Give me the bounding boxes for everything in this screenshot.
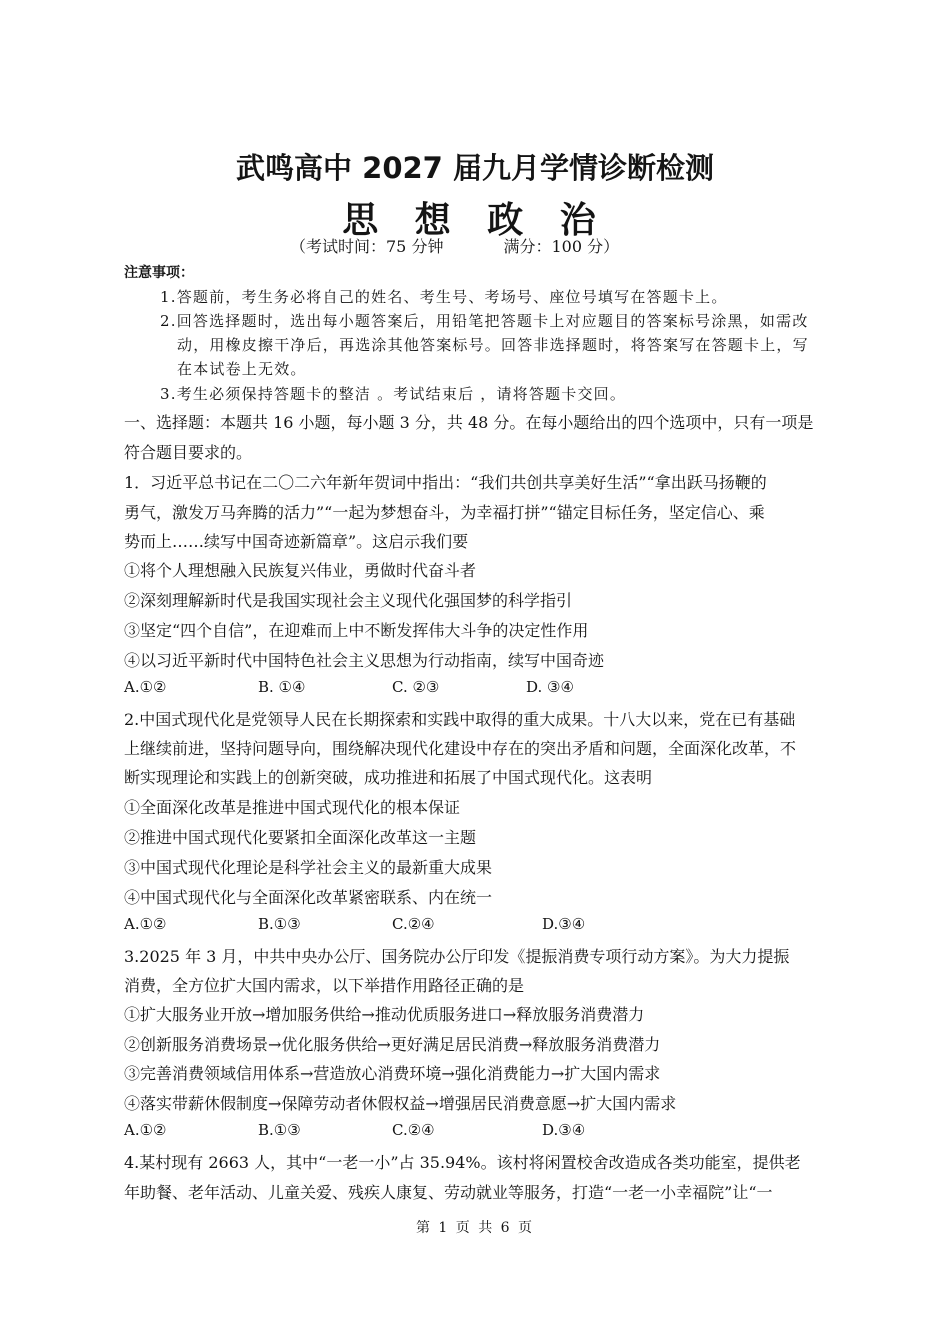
q3-option-b[interactable]: B.①③ xyxy=(258,1121,301,1139)
notice-item-2-cont2: 在本试卷上无效。 xyxy=(177,360,307,378)
q3-item-3: ③完善消费领域信用体系→营造放心消费环境→强化消费能力→扩大国内需求 xyxy=(124,1064,661,1083)
q1-item-1: ①将个人理想融入民族复兴伟业，勇做时代奋斗者 xyxy=(124,561,477,580)
q1-option-b[interactable]: B. ①④ xyxy=(258,678,306,696)
q2-item-1: ①全面深化改革是推进中国式现代化的根本保证 xyxy=(124,798,461,817)
q1-item-2: ②深刻理解新时代是我国实现社会主义现代化强国梦的科学指引 xyxy=(124,591,573,610)
q2-option-b[interactable]: B.①③ xyxy=(258,915,301,933)
section-instruction: 一、选择题：本题共 16 小题，每小题 3 分，共 48 分。在每小题给出的四个选项中，只有一项是 xyxy=(124,413,814,432)
notice-item-2: 2.回答选择题时，选出每小题答案后，用铅笔把答题卡上对应题目的答案标号涂黑，如需改 xyxy=(160,312,809,330)
exam-info xyxy=(290,234,619,257)
q2-option-a[interactable]: A.①② xyxy=(124,915,167,933)
q4-stem-2: 年助餐、老年活动、儿童关爱、残疾人康复、劳动就业等服务，打造“一老一小幸福院”让“一 xyxy=(124,1183,773,1202)
q2-item-3: ③中国式现代化理论是科学社会主义的最新重大成果 xyxy=(124,858,493,877)
exam-title: 武鸣高中 2027 届九月学情诊断检测 xyxy=(236,151,714,185)
q2-item-2: ②推进中国式现代化要紧扣全面深化改革这一主题 xyxy=(124,828,477,847)
notice-item-2-cont: 动，用橡皮擦干净后，再选涂其他答案标号。回答非选择题时，将答案写在答题卡上，写 xyxy=(177,336,809,354)
q1-stem-2: 勇气，激发万马奔腾的活力”“一起为梦想奋斗，为幸福打拼”“锚定目标任务，坚定信心、乘 xyxy=(124,503,765,522)
q1-option-a[interactable]: A.①② xyxy=(124,678,167,696)
q3-option-c[interactable]: C.②④ xyxy=(392,1121,435,1139)
q1-item-3: ③坚定“四个自信”，在迎难而上中不断发挥伟大斗争的决定性作用 xyxy=(124,621,589,640)
section-instruction-cont: 符合题目要求的。 xyxy=(124,443,253,462)
q4-stem-1: 4.某村现有 2663 人，其中“一老一小”占 35.94%。该村将闲置校舍改造成各类功能室，提供老 xyxy=(124,1153,801,1172)
q3-option-d[interactable]: D.③④ xyxy=(542,1121,586,1139)
q2-item-4: ④中国式现代化与全面深化改革紧密联系、内在统一 xyxy=(124,888,493,907)
exam-score: 满分：100 分） xyxy=(503,237,620,256)
page-footer: 第 1 页 共 6 页 xyxy=(415,1220,535,1236)
q1-stem-3: 势而上……续写中国奇迹新篇章”。这启示我们要 xyxy=(124,532,469,551)
exam-time: （考试时间：75 分钟 xyxy=(290,237,444,256)
subject-title: 思 想 政 治 xyxy=(342,200,608,241)
q1-option-c[interactable]: C. ②③ xyxy=(392,678,440,696)
q3-item-4: ④落实带薪休假制度→保障劳动者休假权益→增强居民消费意愿→扩大国内需求 xyxy=(124,1094,677,1113)
q2-option-c[interactable]: C.②④ xyxy=(392,915,435,933)
q1-stem-1: 1．习近平总书记在二〇二六年新年贺词中指出：“我们共创共享美好生活”“拿出跃马扬鞭的 xyxy=(124,473,767,492)
q3-stem-2: 消费，全方位扩大国内需求，以下举措作用路径正确的是 xyxy=(124,976,525,995)
q3-option-a[interactable]: A.①② xyxy=(124,1121,167,1139)
q2-stem-1: 2.中国式现代化是党领导人民在长期探索和实践中取得的重大成果。十八大以来，党在已有基础 xyxy=(124,710,796,729)
notice-heading: 注意事项： xyxy=(124,265,194,281)
q3-stem-1: 3.2025 年 3 月，中共中央办公厅、国务院办公厅印发《提振消费专项行动方案》。为大力提振 xyxy=(124,947,790,966)
q3-item-2: ②创新服务消费场景→优化服务供给→更好满足居民消费→释放服务消费潜力 xyxy=(124,1035,661,1054)
q1-option-d[interactable]: D. ③④ xyxy=(526,678,574,696)
q2-option-d[interactable]: D.③④ xyxy=(542,915,586,933)
q3-item-1: ①扩大服务业开放→增加服务供给→推动优质服务进口→释放服务消费潜力 xyxy=(124,1005,645,1024)
notice-item-3: 3.考生必须保持答题卡的整洁 。考试结束后 ，请将答题卡交回。 xyxy=(160,385,627,403)
q2-stem-2: 上继续前进，坚持问题导向，围绕解决现代化建设中存在的突出矛盾和问题，全面深化改革，不 xyxy=(124,739,797,758)
q1-item-4: ④以习近平新时代中国特色社会主义思想为行动指南，续写中国奇迹 xyxy=(124,651,605,670)
q2-stem-3: 断实现理论和实践上的创新突破，成功推进和拓展了中国式现代化。这表明 xyxy=(124,768,653,787)
notice-item-1: 1.答题前，考生务必将自己的姓名、考生号、考场号、座位号填写在答题卡上。 xyxy=(160,288,728,306)
